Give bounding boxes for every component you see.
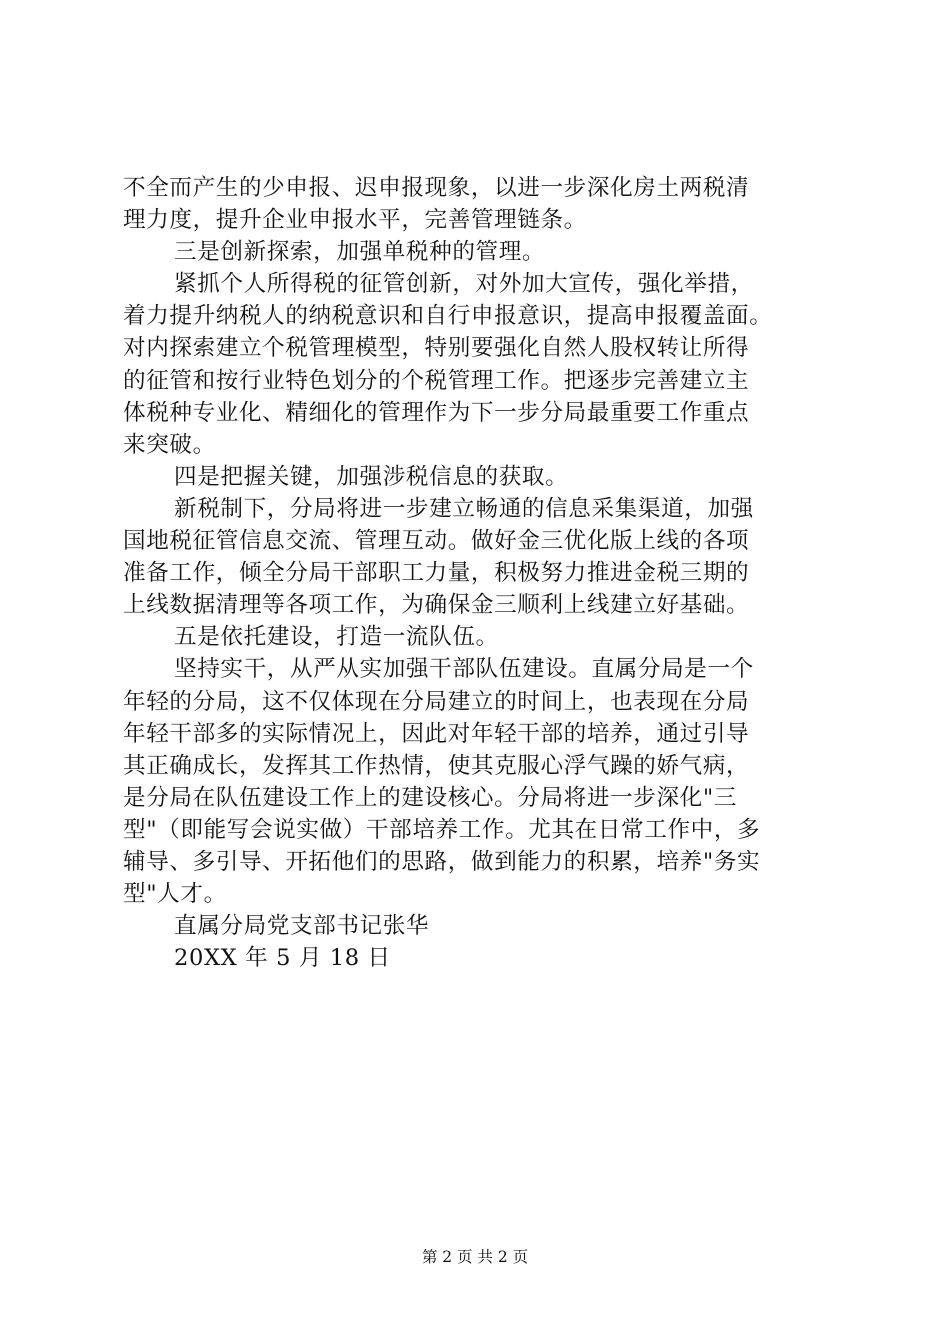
signature-line: 直属分局党支部书记张华 (174, 913, 430, 940)
text-line: 理力度，提升企业申报水平，完善管理链条。 (123, 207, 587, 234)
text-line: 来突破。 (123, 431, 216, 458)
text-line: 紧抓个人所得税的征管创新，对外加大宣传，强化举措， (174, 271, 754, 298)
text-line: 上线数据清理等各项工作，为确保金三顺利上线建立好基础。 (123, 592, 750, 619)
text-line: 对内探索建立个税管理模型，特别要强化自然人股权转让所得 (123, 335, 750, 362)
text-line: 准备工作，倾全分局干部职工力量，积极努力推进金税三期的 (123, 560, 750, 587)
text-line: 坚持实干，从严从实加强干部队伍建设。直属分局是一个 (174, 656, 754, 683)
text-line: 年轻干部多的实际情况上，因此对年轻干部的培养，通过引导 (123, 720, 750, 747)
text-line: 体税种专业化、精细化的管理作为下一步分局最重要工作重点 (123, 399, 750, 426)
text-line: 不全而产生的少申报、迟申报现象，以进一步深化房土两税清 (123, 175, 750, 201)
date-line: 20XX 年 5 月 18 日 (174, 945, 391, 972)
section-heading: 三是创新探索，加强单税种的管理。 (174, 239, 546, 266)
text-line: 年轻的分局，这不仅体现在分局建立的时间上，也表现在分局 (123, 688, 750, 715)
text-line: 其正确成长，发挥其工作热情，使其克服心浮气躁的娇气病， (123, 752, 750, 779)
text-line: 型"人才。 (123, 881, 227, 908)
section-heading: 四是把握关键，加强涉税信息的获取。 (174, 463, 569, 490)
text-line: 国地税征管信息交流、管理互动。做好金三优化版上线的各项 (123, 528, 750, 555)
page-footer (0, 1247, 950, 1267)
text-line: 着力提升纳税人的纳税意识和自行申报意识，提高申报覆盖面。 (123, 303, 773, 330)
document-body (123, 172, 839, 974)
text-line: 型"（即能写会说实做）干部培养工作。尤其在日常工作中，多 (123, 816, 761, 843)
section-heading: 五是依托建设，打造一流队伍。 (174, 624, 499, 651)
text-line: 的征管和按行业特色划分的个税管理工作。把逐步完善建立主 (123, 367, 750, 394)
text-line: 新税制下，分局将进一步建立畅通的信息采集渠道，加强 (174, 495, 754, 522)
text-line: 是分局在队伍建设工作上的建设核心。分局将进一步深化"三 (123, 784, 738, 811)
text-line: 辅导、多引导、开拓他们的思路，做到能力的积累，培养"务实 (123, 848, 761, 875)
page-number: 第 2 页 共 2 页 (421, 1248, 529, 1266)
